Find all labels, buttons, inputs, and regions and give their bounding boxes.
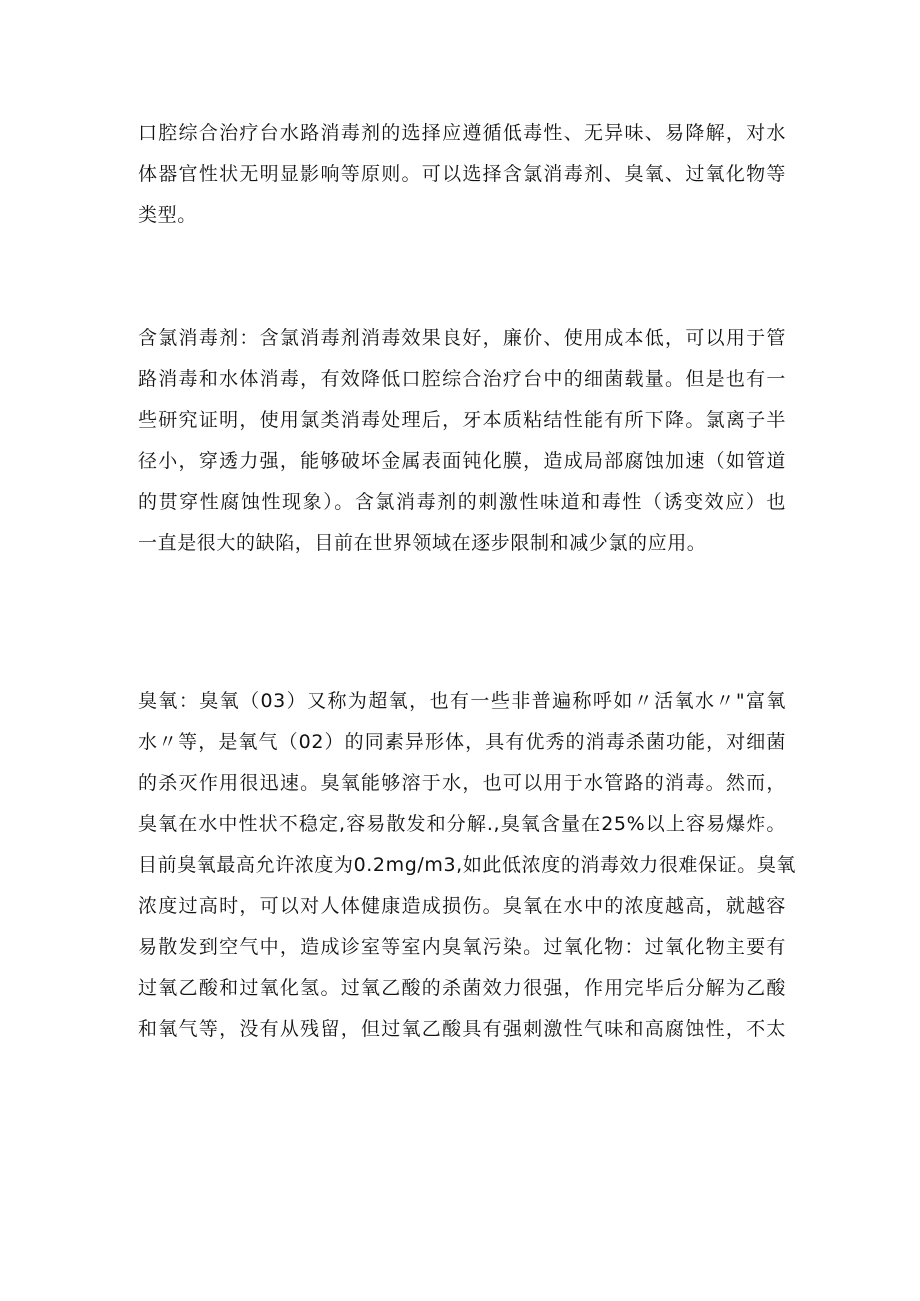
text-line: 目前臭氧最高允许浓度为0.2mg∕m3,如此低浓度的消毒效力很难保证。臭氧 <box>138 854 797 876</box>
paragraph-intro <box>138 113 786 236</box>
text-line: 浓度过高时，可以对人体健康造成损伤。臭氧在水中的浓度越高，就越容 <box>138 895 786 917</box>
text-line: 臭氧：臭氧（03）又称为超氧，也有一些非普遍称呼如〃活氧水〃"富氧 <box>138 690 786 712</box>
text-line: 口腔综合治疗台水路消毒剂的选择应遵循低毒性、无异味、易降解，对水 <box>138 122 786 144</box>
text-line: 臭氧在水中性状不稳定,容易散发和分解.,臭氧含量在25%以上容易爆炸。 <box>138 813 786 835</box>
text-line: 易散发到空气中，造成诊室等室内臭氧污染。过氧化物：过氧化物主要有 <box>138 936 786 958</box>
text-line: 的贯穿性腐蚀性现象）。含氯消毒剂的刺激性味道和毒性（诱变效应）也 <box>138 491 786 513</box>
text-line: 水〃等，是氧气（02）的同素异形体，具有优秀的消毒杀菌功能，对细菌 <box>138 731 786 753</box>
text-line: 含氯消毒剂：含氯消毒剂消毒效果良好，廉价、使用成本低，可以用于管 <box>138 327 786 349</box>
text-line: 些研究证明，使用氯类消毒处理后，牙本质粘结性能有所下降。氯离子半 <box>138 409 786 431</box>
text-line: 体器官性状无明显影响等原则。可以选择含氯消毒剂、臭氧、过氧化物等 <box>138 163 786 185</box>
text-line: 一直是很大的缺陷，目前在世界领域在逐步限制和减少氯的应用。 <box>138 532 707 554</box>
text-line: 的杀灭作用很迅速。臭氧能够溶于水，也可以用于水管路的消毒。然而， <box>138 772 786 794</box>
paragraph-ozone <box>138 681 797 1050</box>
text-line: 径小，穿透力强，能够破坏金属表面钝化膜，造成局部腐蚀加速（如管道 <box>138 450 786 472</box>
text-line: 类型。 <box>138 204 197 226</box>
text-line: 路消毒和水体消毒，有效降低口腔综合治疗台中的细菌载量。但是也有一 <box>138 368 786 390</box>
paragraph-chlorine <box>138 318 786 564</box>
text-line: 过氧乙酸和过氧化氢。过氧乙酸的杀菌效力很强，作用完毕后分解为乙酸 <box>138 977 786 999</box>
text-line: 和氧气等，没有从残留，但过氧乙酸具有强刺激性气味和高腐蚀性，不太 <box>138 1018 786 1040</box>
